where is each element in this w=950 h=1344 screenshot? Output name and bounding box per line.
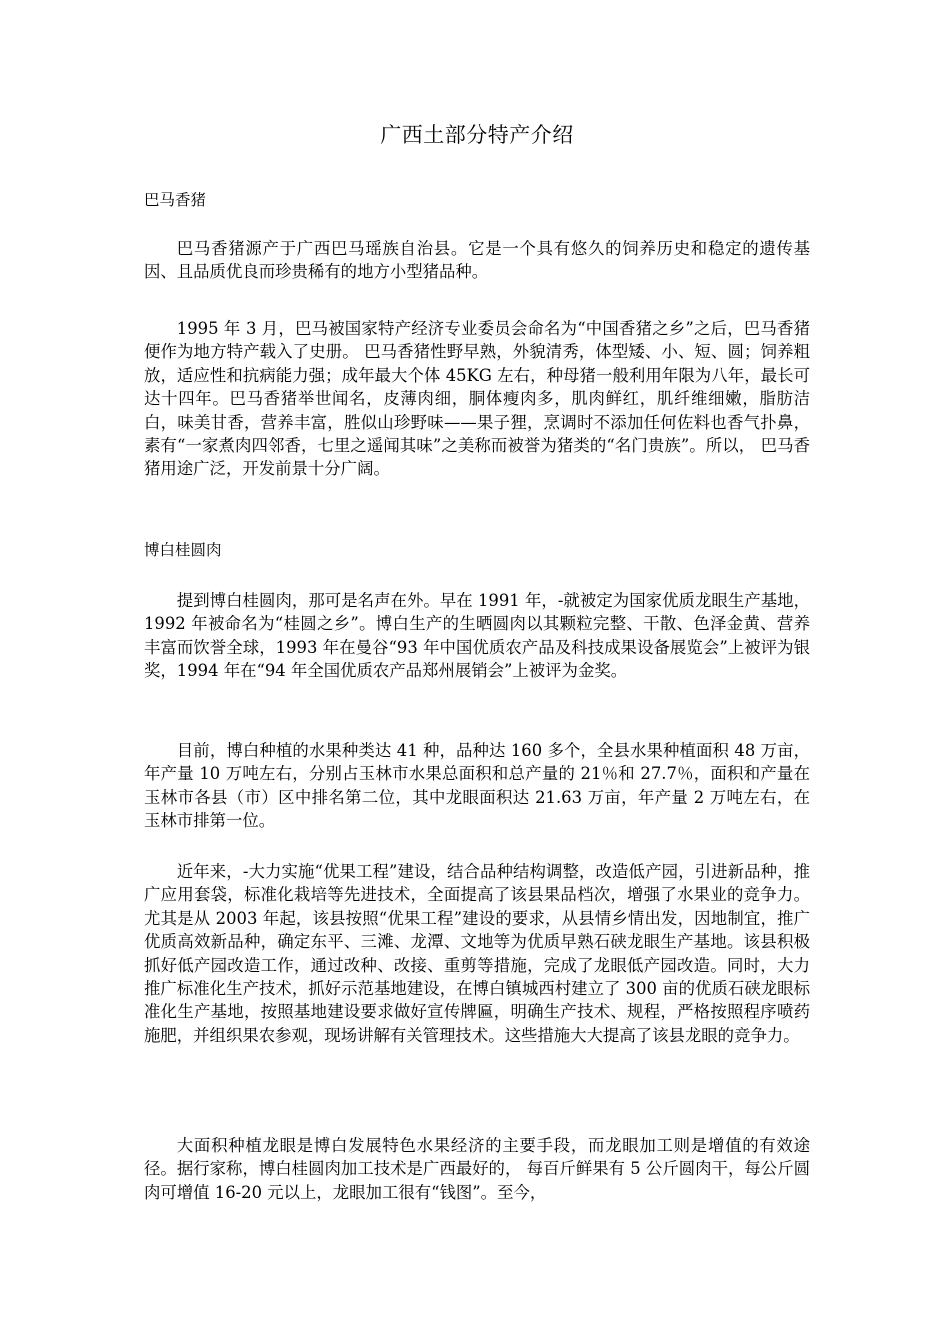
section-heading-bobai-longan: 博白桂圆肉 bbox=[144, 541, 222, 559]
paragraph-bobai-fame: 提到博白桂圆肉，那可是名声在外。早在 1991 年，-就被定为国家优质龙眼生产基地，1992 年被命名为“桂圆之乡”。博白生产的生晒圆肉以其颗粒完整、干散、色泽金黄、营养丰富而饮誉全球，1993 年在曼谷“93 年中国优质农产品及科技成果设备展览会”上被评为银奖，1994 年在“94 年全国优质农产品郑州展销会”上被评为金奖。 bbox=[144, 591, 810, 681]
paragraph-bobai-fruit-project: 近年来，-大力实施“优果工程”建设，结合品种结构调整，改造低产园，引进新品种，推广应用套袋，标准化栽培等先进技术，全面提高了该县果品档次，增强了水果业的竞争力。尤其是从 2003 年起，该县按照“优果工程”建设的要求，从县情乡情出发，因地制宜，推广优质高效新品种，确定东平、三滩、龙潭、文地等为优质早熟石硖龙眼生产基地。该县积极抓好低产园改造工作，通过改种、改接、重剪等措施，完成了龙眼低产园改造。同时，大力推广标准化生产技术，抓好示范基地建设，在博白镇城西村建立了 300 亩的优质石硖龙眼标准化生产基地，按照基地建设要求做好宣传牌匾，明确生产技术、规程，严格按照程序喷药施肥，并组织果农参观，现场讲解有关管理技术。这些措施大大提高了该县龙眼的竞争力。 bbox=[144, 862, 810, 1045]
paragraph-bobai-statistics: 目前，博白种植的水果种类达 41 种，品种达 160 多个，全县水果种植面积 48 万亩，年产量 10 万吨左右，分别占玉林市水果总面积和总产量的 21％和 27.7％，面积和产量在玉林市各县（市）区中排名第二位，其中龙眼面积达 21.63 万亩，年产量 2 万吨左右，在玉林市排第一位。 bbox=[144, 741, 810, 831]
paragraph-bama-history: 1995 年 3 月，巴马被国家特产经济专业委员会命名为“中国香猪之乡”之后，巴马香猪便作为地方特产载入了史册。 巴马香猪性野早熟，外貌清秀，体型矮、小、短、圆；饲养粗放，适应性和抗病能力强；成年最大个体 45KG 左右，种母猪一般利用年限为八年，最长可达十四年。巴马香猪举世闻名，皮薄肉细，胴体瘦肉多，肌肉鲜红，肌纤维细嫩，脂肪洁白，味美甘香，营养丰富，胜似山珍野味——果子狸，烹调时不添加任何佐料也香气扑鼻，素有“一家煮肉四邻香，七里之遥闻其味”之美称而被誉为猪类的“名门贵族”。所以， 巴马香猪用途广泛，开发前景十分广阔。 bbox=[144, 319, 810, 479]
document-title: 广西土部分特产介绍 bbox=[380, 123, 574, 147]
section-heading-bama-pig: 巴马香猪 bbox=[144, 191, 207, 209]
paragraph-bobai-processing: 大面积种植龙眼是博白发展特色水果经济的主要手段，而龙眼加工则是增值的有效途径。据行家称，博白桂圆肉加工技术是广西最好的， 每百斤鲜果有 5 公斤圆肉干，每公斤圆肉可增值 16-20 元以上，龙眼加工很有“钱图”。至今， bbox=[144, 1136, 810, 1202]
paragraph-bama-intro: 巴马香猪源产于广西巴马瑶族自治县。它是一个具有悠久的饲养历史和稳定的遗传基因、且品质优良而珍贵稀有的地方小型猪品种。 bbox=[144, 239, 810, 282]
